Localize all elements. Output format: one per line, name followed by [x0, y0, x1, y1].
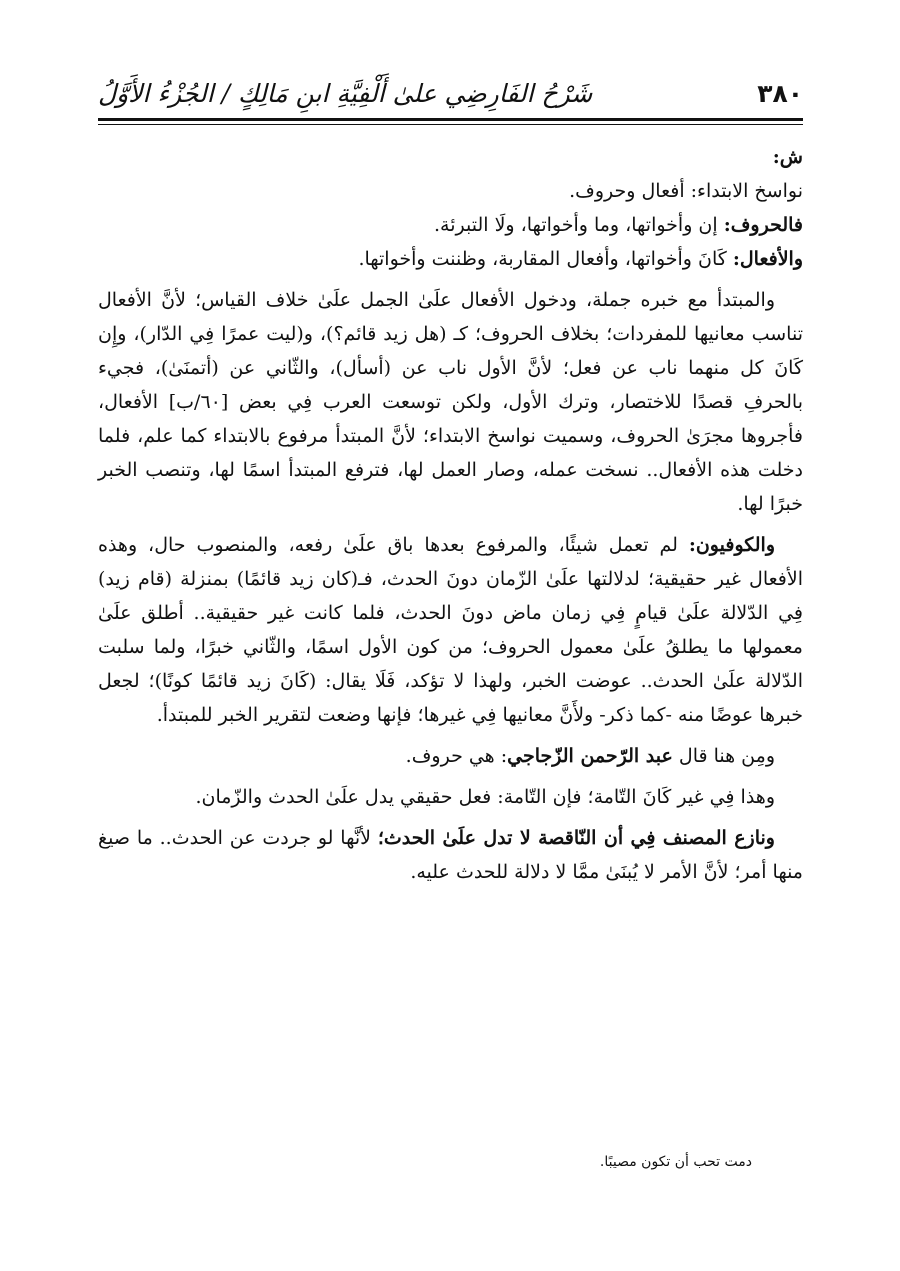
- page-header: [98, 62, 803, 124]
- naza-bold: ونازع المصنف فِي أن النّاقصة لا تدل علَىٰ الحدث؛: [377, 827, 775, 849]
- footnote: دمت تحب أن تكون مصيبًا.: [599, 1154, 752, 1170]
- running-title: شَرْحُ الفَارِضِي علىٰ أَلْفِيَّةِ ابنِ مَالِكٍ / الجُزْءُ الأَوَّلُ: [98, 78, 593, 108]
- nawasikh-line: نواسخ الابتداء: أفعال وحروف.: [569, 180, 803, 202]
- tamma-line: وهذا فِي غير كَانَ التّامة؛ فإن التّامة: فعل حقيقي يدل علَىٰ الحدث والزّمان.: [195, 786, 775, 808]
- header-rule-thick: [98, 118, 803, 121]
- sh-label: ش:: [772, 146, 803, 168]
- paragraph-mubtada: والمبتدأ مع خبره جملة، ودخول الأفعال علَىٰ الجمل علَىٰ خلاف القياس؛ لأنَّ الأفعال تناسب معانيها للمفردات؛ بخلاف الحروف؛ كـ (هل زيد قائم؟)، و(ليت عمرًا فِي الدّار)، وإِن كَانَ كل منهما ناب عن فعل؛ لأنَّ الأول ناب عن (أسأل)، والثّاني عن (أتمنَىٰ)، فجيء بالحرفِ قصدًا للاختصار، وترك الأول، ولكن توسعت العرب فِي بعض [٦٠/ب] الأفعال، فأجروها مجرَىٰ الحروف، وسميت نواسخ الابتداء؛ لأنَّ المبتدأ مرفوع بالابتداء كما علم، فلما دخلت هذه الأفعال.. نسخت عمله، وصار العمل لها، فترفع المبتدأ اسمًا لها، وتنصب الخبر خبرًا لها.: [98, 289, 803, 515]
- zajjaji-name: عبد الرّحمن الزّجاجي: [507, 745, 673, 767]
- naza-text: لأنَّها لو جردت عن الحدث.. ما صيغ منها أمر؛ لأنَّ الأمر لا يُبنَىٰ ممَّا لا دلالة للحدث عليه.: [98, 827, 803, 883]
- kufiyun-text: لم تعمل شيئًا، والمرفوع بعدها باق علَىٰ رفعه، والمنصوب حال، وهذه الأفعال غير حقيقية؛ لدلالتها علَىٰ الزّمان دونَ الحدث، فـ(كان زيد قائمًا) بمنزلة (قام زيد) فِي الدّلالة علَىٰ قيامٍ فِي زمان ماض دونَ الحدث، فلما كانت غير حقيقية.. أطلق علَىٰ معمولها ما يطلقُ علَىٰ معمول الحروف؛ من كون الأول اسمًا، والثّاني خبرًا، ولما سلبت الدّلالة علَىٰ الحدث.. عوضت الخبر، ولهذا لا تؤكد، فَلَا يقال: (كَانَ زيد قائمًا كونًا)؛ لجعل خبرها عوضًا منه -كما ذكر- ولأَنَّ معانيها فِي غيرها؛ فإنها وضعت لتقرير الخبر للمبتدأ.: [98, 534, 803, 726]
- page-number: ٣٨٠: [757, 78, 803, 108]
- header-rule-thin: [98, 124, 803, 125]
- afal-text: كَانَ وأخواتها، وأفعال المقاربة، وظننت وأخواتها.: [358, 248, 733, 270]
- afal-label: والأفعال:: [732, 248, 803, 270]
- zajjaji-line: ومِن هنا قال عبد الرّحمن الزّجاجي: هي حروف.: [405, 745, 775, 767]
- main-text: [98, 140, 803, 889]
- paragraph-naza: [98, 821, 803, 889]
- huruf-text: إن وأخواتها، وما وأخواتها، ولَا التبرئة.: [434, 214, 724, 236]
- kufiyun-label: والكوفيون:: [688, 534, 775, 556]
- paragraph-kufiyun: [98, 528, 803, 732]
- huruf-label: فالحروف:: [723, 214, 803, 236]
- afal-line: [98, 242, 803, 276]
- huruf-line: [98, 208, 803, 242]
